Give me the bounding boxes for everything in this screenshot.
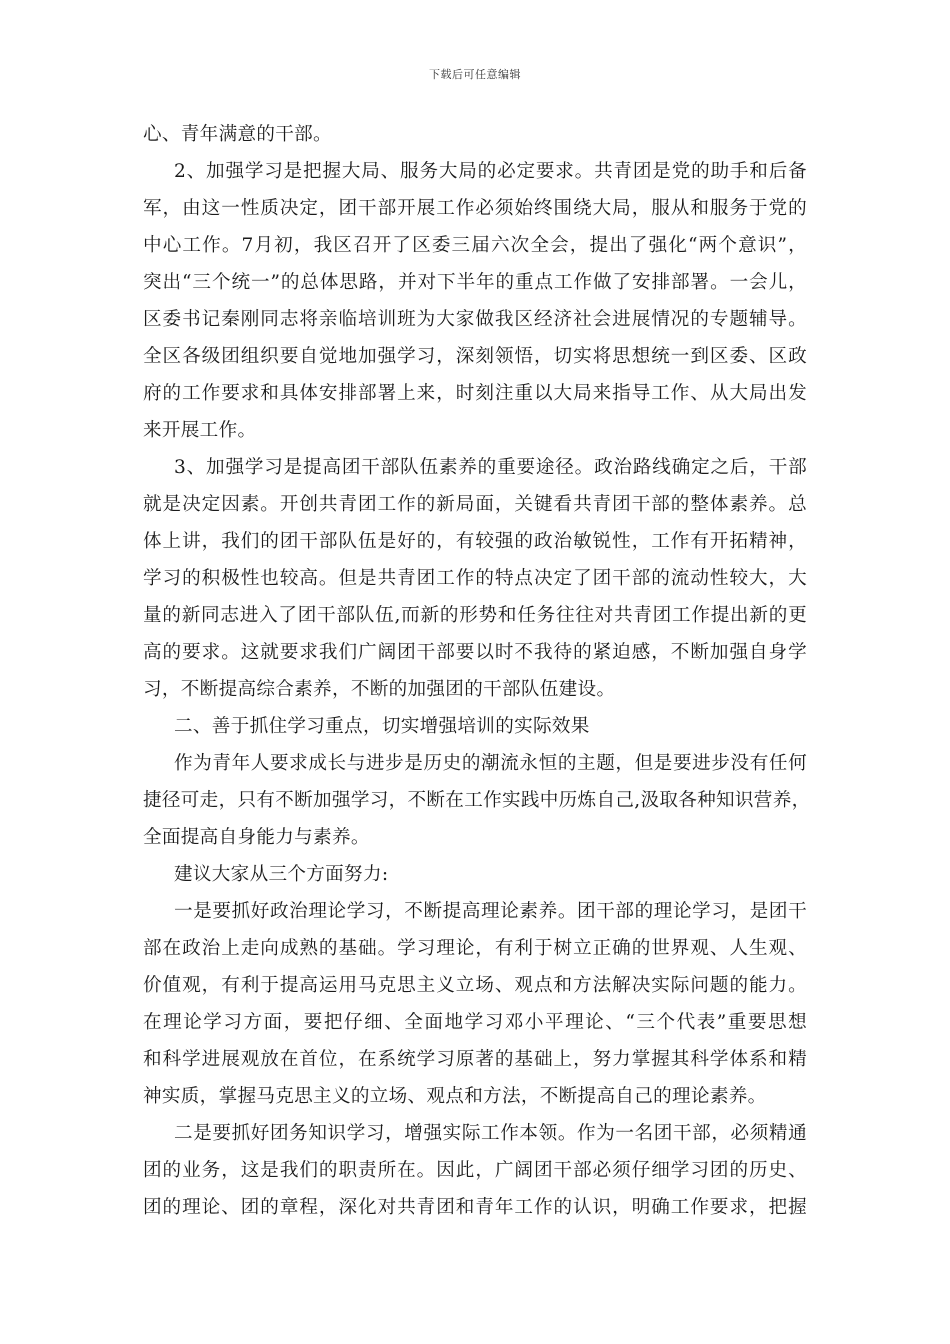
text-line: 中心工作。7月初，我区召开了区委三届六次全会，提出了强化“两个意识”， (143, 235, 807, 256)
text-line: 高的要求。这就要求我们广阔团干部要以时不我待的紧迫感，不断加强自身学 (143, 642, 807, 663)
text-line: 在理论学习方面，要把仔细、全面地学习邓小平理论、“三个代表”重要思想 (143, 1012, 807, 1033)
text-line: 建议大家从三个方面努力: (174, 864, 389, 885)
text-line: 府的工作要求和具体安排部署上来，时刻注重以大局来指导工作、从大局出发 (143, 383, 807, 404)
text-line: 全区各级团组织要自觉地加强学习，深刻领悟，切实将思想统一到区委、区政 (143, 346, 807, 367)
text-line: 量的新同志进入了团干部队伍,而新的形势和任务往往对共青团工作提出新的更 (143, 605, 807, 626)
body-text (143, 116, 811, 1226)
text-line: 全面提高自身能力与素养。 (143, 827, 370, 848)
text-line: 来开展工作。 (143, 420, 257, 441)
text-line: 团的理论、团的章程，深化对共青团和青年工作的认识，明确工作要求，把握 (143, 1197, 807, 1218)
text-line: 心、青年满意的干部。 (143, 124, 332, 145)
text-line: 二是要抓好团务知识学习，增强实际工作本领。作为一名团干部，必须精通 (174, 1123, 807, 1144)
text-line: 3、加强学习是提高团干部队伍素养的重要途径。政治路线确定之后，干部 (174, 457, 807, 478)
text-line: 区委书记秦刚同志将亲临培训班为大家做我区经济社会进展情况的专题辅导。 (143, 309, 807, 330)
page-header: 下载后可任意编辑 (429, 68, 521, 81)
text-line: 捷径可走，只有不断加强学习，不断在工作实践中历炼自己,汲取各种知识营养， (143, 790, 811, 811)
text-line: 一是要抓好政治理论学习，不断提高理论素养。团干部的理论学习，是团干 (174, 901, 807, 922)
text-line: 学习的积极性也较高。但是共青团工作的特点决定了团干部的流动性较大，大 (143, 568, 807, 589)
text-line: 就是决定因素。开创共青团工作的新局面，关键看共青团干部的整体素养。总 (143, 494, 807, 515)
text-line: 军，由这一性质决定，团干部开展工作必须始终围绕大局，服从和服务于党的 (143, 198, 807, 219)
text-line: 习，不断提高综合素养，不断的加强团的干部队伍建设。 (143, 679, 616, 700)
text-line: 神实质，掌握马克思主义的立场、观点和方法，不断提高自己的理论素养。 (143, 1086, 767, 1107)
text-line: 价值观，有利于提高运用马克思主义立场、观点和方法解决实际问题的能力。 (143, 975, 807, 996)
text-line: 和科学进展观放在首位，在系统学习原著的基础上，努力掌握其科学体系和精 (143, 1049, 807, 1070)
text-line: 体上讲，我们的团干部队伍是好的，有较强的政治敏锐性，工作有开拓精神， (143, 531, 807, 552)
text-line: 2、加强学习是把握大局、服务大局的必定要求。共青团是党的助手和后备 (174, 161, 807, 182)
text-line: 作为青年人要求成长与进步是历史的潮流永恒的主题，但是要进步没有任何 (174, 753, 807, 774)
text-line: 团的业务，这是我们的职责所在。因此，广阔团干部必须仔细学习团的历史、 (143, 1160, 807, 1181)
text-line: 突出“三个统一”的总体思路，并对下半年的重点工作做了安排部署。一会儿， (143, 272, 807, 293)
text-line: 部在政治上走向成熟的基础。学习理论，有利于树立正确的世界观、人生观、 (143, 938, 807, 959)
text-line: 二、善于抓住学习重点，切实增强培训的实际效果 (174, 716, 590, 737)
